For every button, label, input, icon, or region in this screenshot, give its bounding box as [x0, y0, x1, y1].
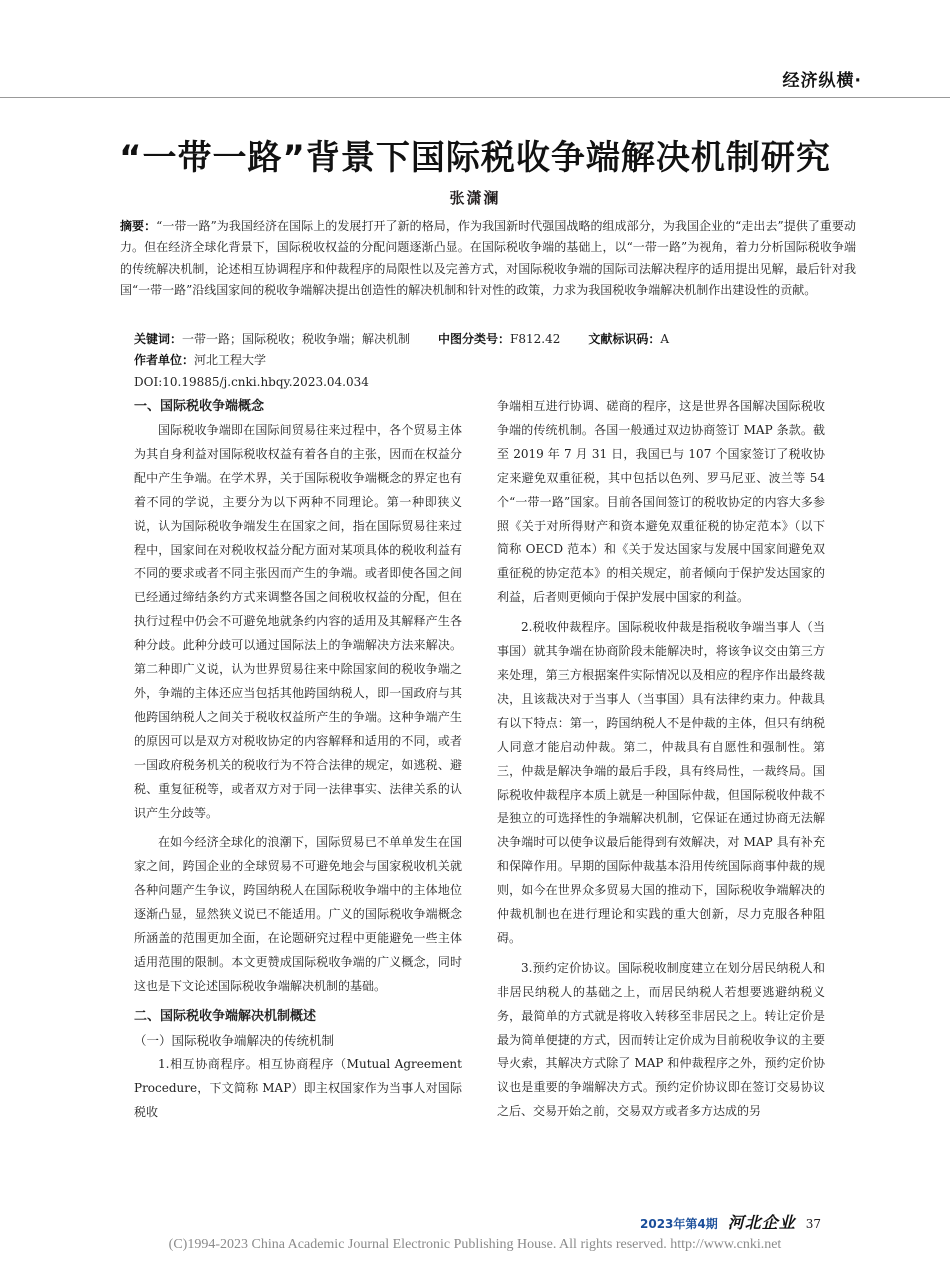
heading-mechanism-overview: 二、国际税收争端解决机制概述 [134, 1008, 317, 1024]
keywords-label: 关键词： [134, 332, 183, 346]
header-divider [0, 97, 950, 98]
paragraph: 3.预约定价协议。国际税收制度建立在划分居民纳税人和非居民纳税人的基础之上，而居民纳税人若想要逃避纳税义务，最简单的方式就是将收入转移至非居民之上。转让定价是最为简单便捷的方式，因而转让定价成为目前税收争议的主要导火索，其解决方式除了 MAP 和仲裁程序之外，预约定价协议也是重要的争端解决方式。预约定价协议即在签订交易协议之后、交易开始之前，交易双方或者多方达成的另 [497, 960, 825, 1119]
article-author: 张潇澜 [449, 189, 501, 207]
heading-concept: 一、国际税收争端概念 [134, 399, 265, 414]
article-title: “一带一路”背景下国际税收争端解决机制研究 [119, 138, 831, 178]
clc-label: 中图分类号： [438, 332, 511, 346]
magazine-name: 河北企业 [727, 1213, 796, 1232]
doi: DOI:10.19885/j.cnki.hbqy.2023.04.034 [134, 375, 369, 389]
left-column [134, 395, 462, 1124]
section-label: 经济纵横· [782, 71, 862, 91]
keywords: 一带一路；国际税收；税收争端；解决机制 [182, 332, 411, 346]
affiliation-label: 作者单位： [134, 353, 195, 367]
affiliation: 河北工程大学 [194, 353, 267, 367]
page-number: 37 [805, 1217, 822, 1231]
abstract [120, 216, 856, 302]
paragraph: 1.相互协商程序。相互协商程序（Mutual Agreement Procedure，下文简称 MAP）即主权国家作为当事人对国际税收 [134, 1056, 462, 1119]
keywords-line [134, 329, 669, 349]
paragraph: 在如今经济全球化的浪潮下，国际贸易已不单单发生在国家之间，跨国企业的全球贸易不可避免地会与国家税收机关就各种问题产生争议，跨国纳税人在国际税收争端中的主体地位逐渐凸显，显然狭义说已不能适用。广义的国际税收争端概念所涵盖的范围更加全面，在论题研究过程中更能避免一些主体适用范围的限制。本文更赞成国际税收争端的广义概念，同时这也是下文论述国际税收争端解决机制的基础。 [134, 835, 462, 993]
page-footer [640, 1210, 821, 1233]
doc-code: A [660, 332, 670, 346]
subheading-traditional-mechanism: （一）国际税收争端解决的传统机制 [134, 1032, 335, 1048]
paragraph: 2.税收仲裁程序。国际税收仲裁是指税收争端当事人（当事国）就其争端在协商阶段未能解决时，将该争议交由第三方来处理，第三方根据案件实际情况以及相应的程序作出最终裁决，且该裁决对于当事人（当事国）具有法律约束力。仲裁具有以下特点：第一，跨国纳税人不是仲裁的主体，但只有纳税人同意才能启动仲裁。第二，仲裁具有自愿性和强制性。第三，仲裁是解决争端的最后手段，具有终局性，一裁终局。国际税收仲裁程序本质上就是一种国际仲裁，但国际税收仲裁不是独立的可选择性的争端解决机制，它保证在通过协商无法解决争端时可以使争议最后能得到有效解决，对 MAP 具有补充和保障作用。早期的国际仲裁基本沿用传统国际商事仲裁的规则，如今在世界众多贸易大国的推动下，国际税收争端解决的仲裁机制也在进行理论和实践的重大创新，尽力克服各种阻碍。 [497, 620, 825, 945]
paragraph: 争端相互进行协调、磋商的程序，这是世界各国解决国际税收争端的传统机制。各国一般通过双边协商签订 MAP 条款。截至 2019 年 7 月 31 日，我国已与 107 个国家签订了税收协定来避免双重征税，其中包括以色列、罗马尼亚、波兰等 54 个“一带一路”国家。目前各国间签订的税收协定的内容大多参照《关于对所得财产和资本避免双重征税的协定范本》（以下简称 OECD 范本）和《关于发达国家与发展中国家间避免双重征税的协定范本》的相关规定，前者倾向于保护发达国家的利益，后者则更倾向于保护发展中国家的利益。 [497, 399, 825, 605]
issue-label: 2023年第4期 [640, 1217, 718, 1231]
abstract-label: 摘要： [120, 219, 157, 233]
copyright-line: (C)1994-2023 China Academic Journal Electronic Publishing House. All rights reserved. http://www.cnki.net [168, 1237, 782, 1252]
right-column [497, 395, 825, 1124]
abstract-text: “一带一路”为我国经济在国际上的发展打开了新的格局，作为我国新时代强国战略的组成部分，为我国企业的“走出去”提供了重要动力。但在经济全球化背景下，国际税收权益的分配问题逐渐凸显。在国际税收争端的基础上，以“一带一路”为视角，着力分析国际税收争端的传统解决机制，论述相互协调程序和仲裁程序的局限性以及完善方式，对国际税收争端的国际司法解决程序的适用提出见解，最后针对我国“一带一路”沿线国家间的税收争端解决提出创造性的解决机制和针对性的政策，力求为我国税收争端解决机制作出建设性的贡献。 [120, 219, 856, 298]
paragraph: 国际税收争端即在国际间贸易往来过程中，各个贸易主体为其自身利益对国际税收权益有着各自的主张，因而在权益分配中产生争端。在学术界，关于国际税收争端概念的界定也有着不同的学说，主要分为以下两种不同理论。第一种即狭义说，认为国际税收争端发生在国家之间，指在国际贸易往来过程中，国家间在对税收权益分配方面对某项具体的税收利益有不同的要求或者不同主张因而产生的争端。或者即使各国之间已经通过缔结条约方式来调整各国之间税收权益的分配，但在执行过程中仍会不可避免地就条约内容的适用及其解释产生各种分歧。此种分歧可以通过国际法上的争端解决方法来解决。第二种即广义说，认为世界贸易往来中除国家间的税收争端之外，争端的主体还应当包括其他跨国纳税人，即一国政府与其他跨国纳税人之间关于税收权益所产生的争端。这种争端产生的原因可以是双方对税收协定的内容解释和适用的不同，或者一国政府税务机关的税收行为不符合法律的规定，如逃税、避税、重复征税等，或者双方对于同一法律事实、法律关系的认识产生分歧等。 [134, 423, 462, 820]
clc-code: F812.42 [510, 332, 561, 346]
affiliation-line [134, 350, 266, 370]
doc-code-label: 文献标识码： [588, 332, 661, 346]
